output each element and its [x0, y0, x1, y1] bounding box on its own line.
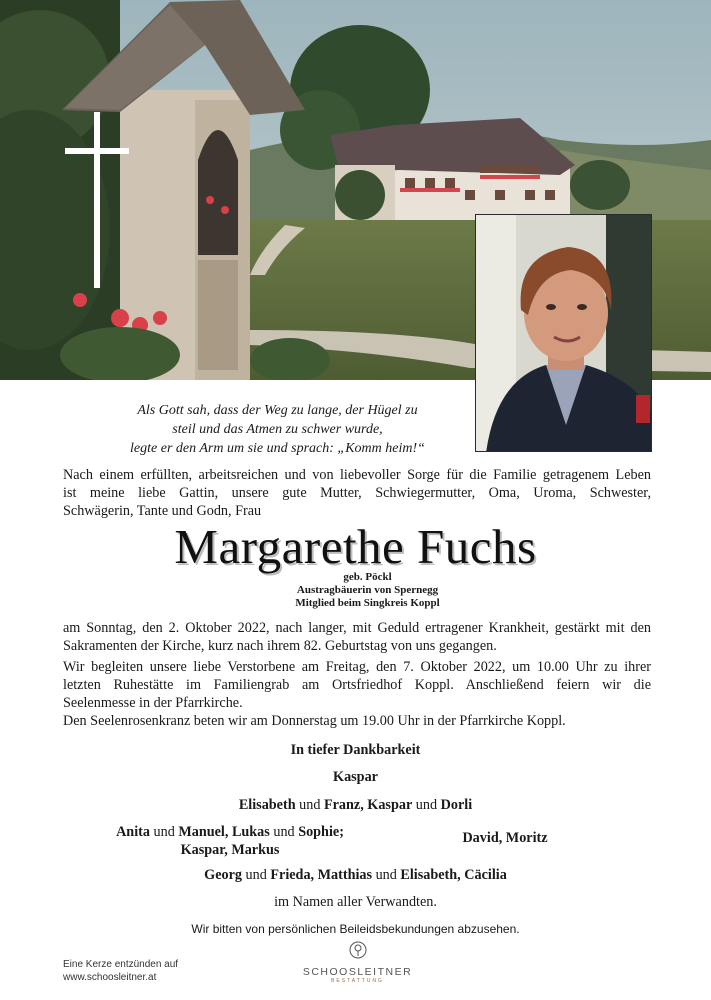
deceased-name: Margarethe Fuchs: [174, 519, 537, 574]
portrait-photo: [475, 214, 652, 452]
mourner: Georg: [204, 867, 242, 883]
mourners-heading: In tiefer Dankbarkeit: [290, 742, 421, 758]
paragraph-line: letzten Ruhestätte im Familiengrab am Ortsfriedhof Koppl. Anschließend feiern wir die: [63, 677, 651, 693]
mourner: Sophie;: [298, 824, 344, 840]
mourner: Frieda, Matthias: [270, 867, 373, 883]
mourner-children: [0, 796, 711, 814]
mourner: Elisabeth, Cäcilia: [400, 867, 507, 883]
rose-icon: [349, 941, 367, 959]
connector: und: [415, 797, 438, 813]
candle-notice: [63, 958, 178, 984]
intro-line: Schwägerin, Tante und Godn, Frau: [63, 503, 262, 519]
mourner: Kaspar, Markus: [180, 842, 280, 858]
mourner-great-grandchildren: David, Moritz: [462, 830, 548, 846]
intro-line: Nach einem erfüllten, arbeitsreichen und von liebevoller Sorge für die Familie getragenem Leben: [63, 467, 651, 483]
funeral-paragraph: [63, 658, 651, 712]
death-paragraph: [63, 619, 651, 655]
connector: und: [153, 824, 175, 840]
birth-name: geb. Pöckl: [343, 571, 392, 583]
candle-text: Eine Kerze entzünden auf: [63, 959, 179, 970]
poem-line: Als Gott sah, dass der Weg zu lange, der Hügel zu: [137, 403, 418, 418]
mourner: Franz, Kaspar: [323, 797, 413, 813]
connector: und: [375, 867, 397, 883]
poem-line: steil und das Atmen zu schwer wurde,: [172, 422, 383, 437]
portrait-image: [476, 215, 652, 452]
paragraph-line: Seelenmesse in der Pfarrkirche.: [63, 695, 243, 711]
condolence-note: Wir bitten von persönlichen Beileidsbekundungen abzusehen.: [191, 922, 520, 936]
paragraph-line: Wir begleiten unsere liebe Verstorbene am Freitag, den 7. Oktober 2022, um 10.00 Uhr zu ihrer: [63, 659, 651, 675]
brand-tag: BESTATTUNG: [331, 978, 384, 984]
mourner: Anita: [116, 824, 150, 840]
mourner: Dorli: [440, 797, 473, 813]
intro-line: ist meine liebe Gattin, unsere gute Mutter, Schwiegermutter, Oma, Uroma, Schwester,: [63, 485, 651, 501]
mourner-siblings: [0, 866, 711, 884]
role: Austragbäuerin von Spernegg: [296, 584, 439, 596]
poem: [80, 401, 475, 458]
mourner-grandchildren: [60, 823, 400, 859]
brand-name: SCHOOSLEITNER: [302, 966, 413, 978]
poem-line: legte er den Arm um sie und sprach: „Komm heim!“: [130, 441, 425, 456]
membership: Mitglied beim Singkreis Koppl: [295, 597, 440, 609]
funeral-home-logo: [300, 941, 415, 984]
connector: und: [273, 824, 295, 840]
paragraph-line: am Sonntag, den 2. Oktober 2022, nach langer, mit Geduld ertragener Krankheit, gestärkt mit den: [63, 620, 651, 636]
relatives-line: im Namen aller Verwandten.: [274, 894, 437, 910]
connector: und: [245, 867, 267, 883]
candle-link[interactable]: www.schoosleitner.at: [63, 972, 157, 983]
mourner: Elisabeth: [238, 797, 296, 813]
mourner-spouse: Kaspar: [333, 769, 378, 785]
intro-text: [63, 466, 651, 520]
connector: und: [299, 797, 321, 813]
paragraph-line: Sakramenten der Kirche, kurz nach ihrem 82. Geburtstag von uns gegangen.: [63, 638, 497, 654]
mourner: Manuel, Lukas: [178, 824, 270, 840]
rosary-paragraph: [63, 712, 651, 730]
paragraph-line: Den Seelenrosenkranz beten wir am Donnerstag um 19.00 Uhr in der Pfarrkirche Koppl.: [63, 713, 566, 729]
